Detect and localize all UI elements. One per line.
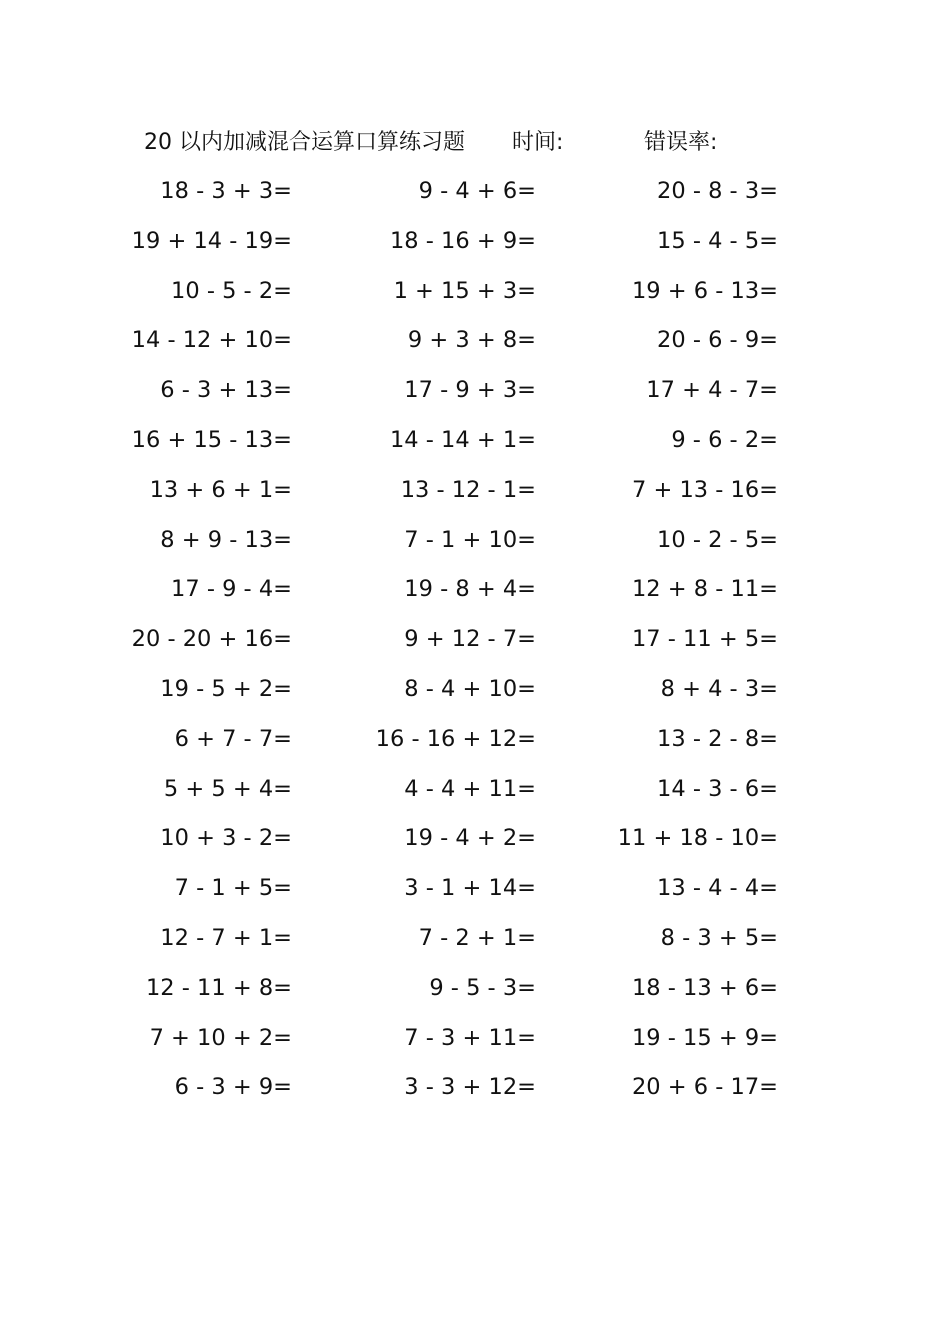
problem-row — [0, 474, 950, 524]
problem-row — [0, 1071, 950, 1121]
math-problem: 13 - 4 - 4= — [657, 875, 778, 902]
math-problem: 14 - 12 + 10= — [131, 327, 292, 354]
math-problem: 4 - 4 + 11= — [404, 775, 536, 802]
math-problem: 13 + 6 + 1= — [149, 476, 292, 503]
math-problem: 13 - 12 - 1= — [400, 476, 536, 503]
math-problem: 17 - 9 - 4= — [171, 576, 292, 603]
math-problem: 7 + 10 + 2= — [149, 1024, 292, 1051]
math-problem: 12 - 11 + 8= — [145, 974, 292, 1001]
math-problem: 5 + 5 + 4= — [163, 775, 292, 802]
math-problem: 20 - 6 - 9= — [657, 327, 778, 354]
math-problem: 8 - 4 + 10= — [404, 675, 536, 702]
math-problem: 19 + 14 - 19= — [131, 227, 292, 254]
math-problem: 19 - 4 + 2= — [404, 825, 536, 852]
math-problem: 7 - 3 + 11= — [404, 1024, 536, 1051]
problem-row — [0, 673, 950, 723]
math-problem: 12 - 7 + 1= — [160, 924, 292, 951]
math-problem: 6 - 3 + 9= — [174, 1074, 292, 1101]
problem-row — [0, 424, 950, 474]
math-problem: 16 - 16 + 12= — [375, 725, 536, 752]
worksheet-title: 20 以内加减混合运算口算练习题 — [144, 130, 465, 155]
math-problem: 19 + 6 - 13= — [631, 277, 778, 304]
problem-row — [0, 623, 950, 673]
math-problem: 6 - 3 + 13= — [160, 377, 292, 404]
problem-row — [0, 524, 950, 574]
problem-row — [0, 374, 950, 424]
math-problem: 1 + 15 + 3= — [393, 277, 536, 304]
problem-row — [0, 773, 950, 823]
math-problem: 16 + 15 - 13= — [131, 426, 292, 453]
math-problem: 17 + 4 - 7= — [646, 377, 778, 404]
math-problem: 10 - 5 - 2= — [171, 277, 292, 304]
problem-row — [0, 872, 950, 922]
math-problem: 18 - 13 + 6= — [631, 974, 778, 1001]
math-problem: 3 - 3 + 12= — [404, 1074, 536, 1101]
math-problem: 17 - 9 + 3= — [404, 377, 536, 404]
problem-row — [0, 275, 950, 325]
math-problem: 18 - 3 + 3= — [160, 178, 292, 204]
math-problem: 18 - 16 + 9= — [389, 227, 536, 254]
math-problem: 14 - 3 - 6= — [657, 775, 778, 802]
math-problem: 19 - 15 + 9= — [631, 1024, 778, 1051]
problem-row — [0, 822, 950, 872]
math-problem: 7 - 1 + 5= — [174, 875, 292, 902]
time-label: 时间: — [512, 130, 564, 155]
math-problem: 6 + 7 - 7= — [174, 725, 292, 752]
math-problem: 10 - 2 - 5= — [657, 526, 778, 553]
math-problem: 7 + 13 - 16= — [631, 476, 778, 503]
math-problem: 7 - 1 + 10= — [404, 526, 536, 553]
worksheet-header — [144, 126, 784, 160]
problem-row — [0, 225, 950, 275]
problem-row — [0, 972, 950, 1022]
math-problem: 12 + 8 - 11= — [631, 576, 778, 603]
math-problem: 9 + 12 - 7= — [404, 626, 536, 653]
problem-row — [0, 324, 950, 374]
math-problem: 11 + 18 - 10= — [617, 825, 778, 852]
math-problem: 8 - 3 + 5= — [660, 924, 778, 951]
math-problem: 7 - 2 + 1= — [418, 924, 536, 951]
math-problem: 9 - 4 + 6= — [418, 178, 536, 204]
problem-row — [0, 573, 950, 623]
math-problem: 20 + 6 - 17= — [631, 1074, 778, 1101]
error-rate-label: 错误率: — [644, 130, 718, 155]
math-problem: 13 - 2 - 8= — [657, 725, 778, 752]
math-problem: 9 - 6 - 2= — [671, 426, 778, 453]
math-problem: 9 + 3 + 8= — [407, 327, 536, 354]
math-problem: 15 - 4 - 5= — [657, 227, 778, 254]
problem-row — [0, 723, 950, 773]
math-problem: 19 - 8 + 4= — [404, 576, 536, 603]
math-problem: 17 - 11 + 5= — [631, 626, 778, 653]
math-problem: 20 - 8 - 3= — [657, 178, 778, 204]
problem-grid — [0, 175, 950, 1121]
math-problem: 8 + 9 - 13= — [160, 526, 292, 553]
problem-row — [0, 175, 950, 225]
math-problem: 10 + 3 - 2= — [160, 825, 292, 852]
math-problem: 14 - 14 + 1= — [389, 426, 536, 453]
math-problem: 3 - 1 + 14= — [404, 875, 536, 902]
problem-row — [0, 1022, 950, 1072]
math-problem: 8 + 4 - 3= — [660, 675, 778, 702]
math-problem: 20 - 20 + 16= — [131, 626, 292, 653]
problem-row — [0, 922, 950, 972]
math-problem: 19 - 5 + 2= — [160, 675, 292, 702]
math-problem: 9 - 5 - 3= — [429, 974, 536, 1001]
